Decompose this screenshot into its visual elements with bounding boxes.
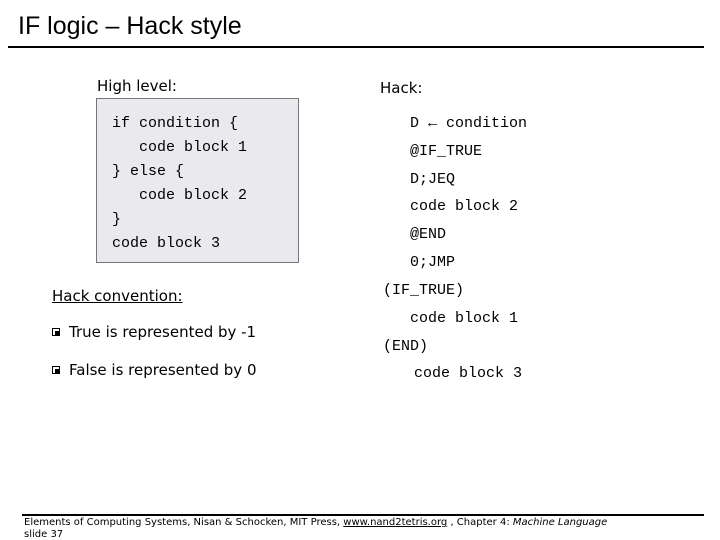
hack-code-line: @IF_TRUE	[410, 143, 483, 160]
square-bullet-icon	[52, 328, 60, 336]
hack-code-line: code block 1	[410, 310, 519, 327]
slide-number: slide 37	[24, 529, 64, 540]
hack-code-line: (IF_TRUE)	[383, 282, 465, 299]
high-level-code-line: }	[112, 211, 122, 228]
title-divider	[8, 46, 704, 48]
high-level-code-box	[96, 98, 299, 263]
high-level-code-line: } else {	[112, 163, 185, 180]
high-level-label: High level:	[97, 77, 177, 95]
footer-prefix: Elements of Computing Systems, Nisan & Schocken, MIT Press,	[24, 517, 344, 528]
footer-citation	[24, 517, 607, 528]
slide-title: IF logic – Hack style	[18, 12, 242, 40]
high-level-code-line: if condition {	[112, 115, 239, 132]
footer-divider	[22, 514, 704, 516]
hack-code-line: code block 2	[410, 198, 519, 215]
convention-item: True is represented by -1	[69, 323, 257, 341]
convention-heading: Hack convention:	[52, 287, 183, 305]
footer-link[interactable]: www.nand2tetris.org	[343, 517, 448, 528]
high-level-code-line: code block 1	[112, 139, 248, 156]
hack-code-line: (END)	[383, 338, 429, 355]
hack-code-line: D ← condition	[410, 115, 528, 132]
hack-code-line: @END	[410, 226, 447, 243]
hack-code-line: D;JEQ	[410, 171, 456, 188]
square-bullet-icon	[52, 366, 60, 374]
footer-chapter: Machine Language	[512, 517, 608, 528]
convention-item: False is represented by 0	[69, 361, 257, 379]
high-level-code-line: code block 2	[112, 187, 248, 204]
hack-code-line: code block 3	[414, 365, 523, 382]
footer-middle: , Chapter 4:	[447, 517, 513, 528]
high-level-code-line: code block 3	[112, 235, 221, 252]
hack-code-line: 0;JMP	[410, 254, 456, 271]
hack-label: Hack:	[380, 79, 423, 97]
